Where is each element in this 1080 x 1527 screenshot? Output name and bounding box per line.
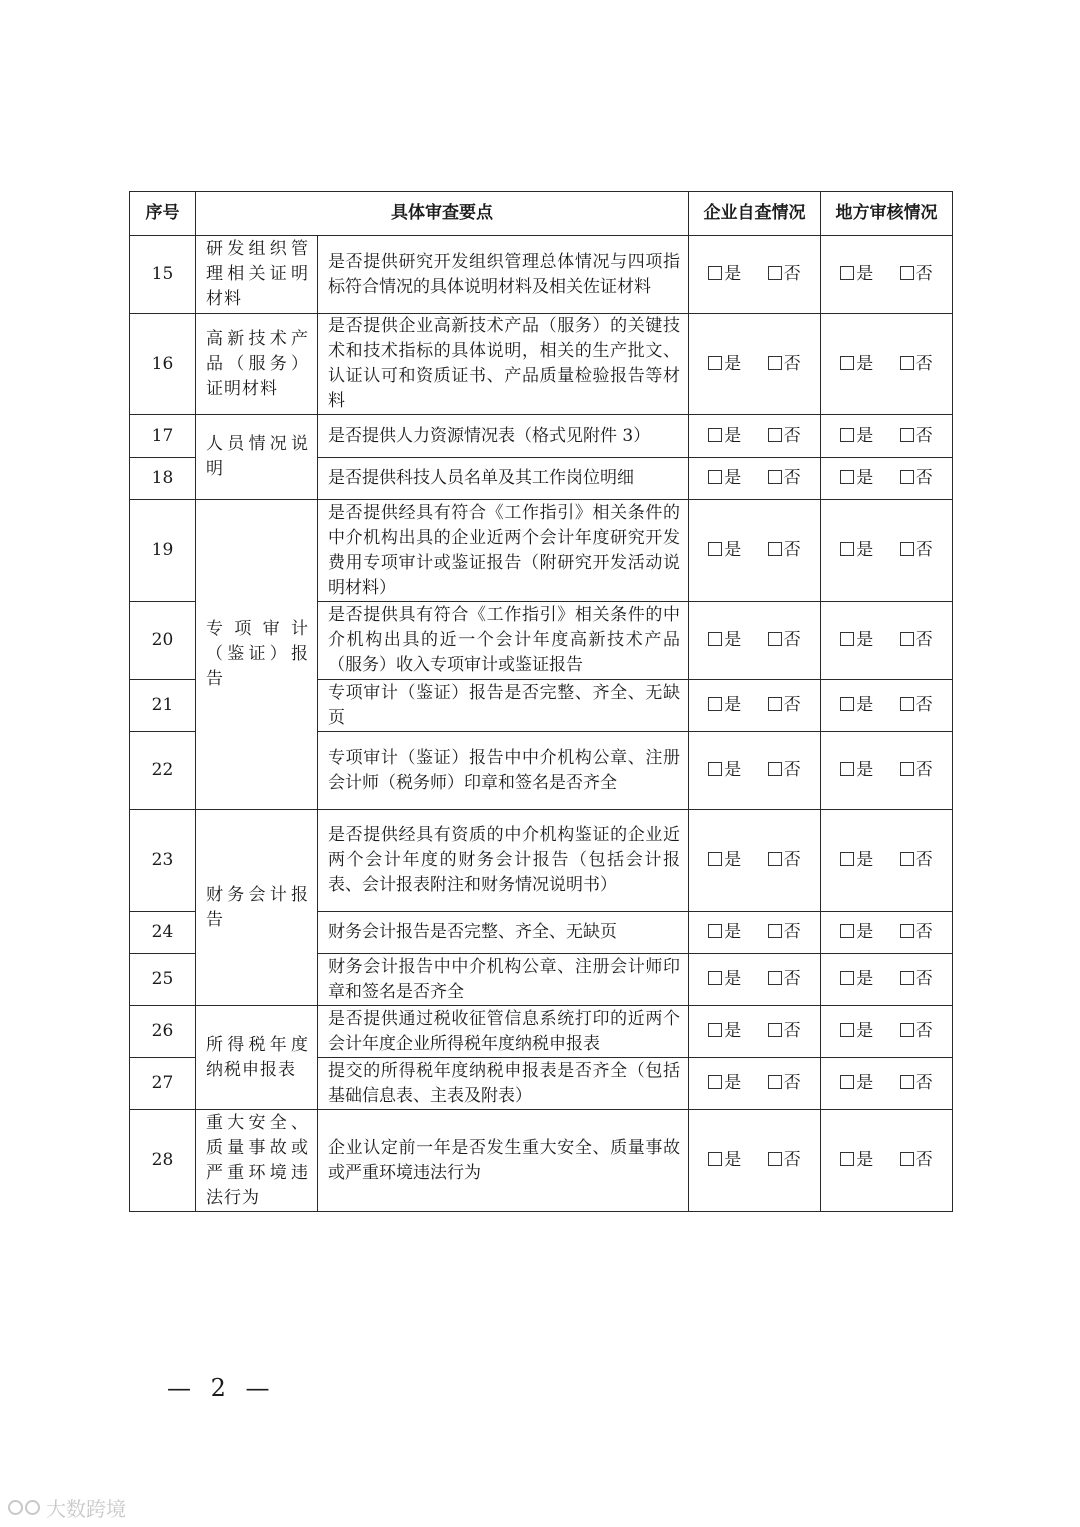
no-checkbox[interactable]: 否 (768, 758, 801, 783)
yes-checkbox[interactable]: 是 (840, 693, 873, 718)
yes-checkbox[interactable]: 是 (708, 262, 741, 287)
yes-checkbox[interactable]: 是 (708, 1148, 741, 1173)
no-checkbox[interactable]: 否 (900, 758, 933, 783)
header-local-review: 地方审核情况 (821, 192, 953, 236)
self-check-cell (689, 415, 821, 458)
description-cell: 提交的所得税年度纳税申报表是否齐全（包括基础信息表、主表及附表） (318, 1058, 689, 1110)
local-review-cell (821, 314, 953, 415)
yes-checkbox[interactable]: 是 (840, 466, 873, 491)
self-check-cell (689, 810, 821, 912)
row-number: 26 (130, 1006, 196, 1058)
self-check-cell (689, 602, 821, 680)
yes-checkbox[interactable]: 是 (708, 1019, 741, 1044)
description-cell: 是否提供经具有符合《工作指引》相关条件的中介机构出具的企业近两个会计年度研究开发费用专项审计或鉴证报告（附研究开发活动说明材料） (318, 500, 689, 602)
category-cell: 人员情况说明 (196, 415, 318, 500)
no-checkbox[interactable]: 否 (768, 424, 801, 449)
yes-checkbox[interactable]: 是 (708, 920, 741, 945)
yes-checkbox[interactable]: 是 (708, 352, 741, 377)
header-no: 序号 (130, 192, 196, 236)
description-cell: 是否提供经具有资质的中介机构鉴证的企业近两个会计年度的财务会计报告（包括会计报表、会计报表附注和财务情况说明书） (318, 810, 689, 912)
no-checkbox[interactable]: 否 (900, 967, 933, 992)
local-review-cell (821, 810, 953, 912)
yes-checkbox[interactable]: 是 (708, 466, 741, 491)
self-check-cell (689, 680, 821, 732)
local-review-cell (821, 912, 953, 954)
no-checkbox[interactable]: 否 (768, 967, 801, 992)
no-checkbox[interactable]: 否 (900, 352, 933, 377)
description-cell: 是否提供人力资源情况表（格式见附件 3） (318, 415, 689, 458)
local-review-cell (821, 732, 953, 810)
local-review-cell (821, 500, 953, 602)
no-checkbox[interactable]: 否 (900, 538, 933, 563)
self-check-cell (689, 1058, 821, 1110)
row-number: 28 (130, 1110, 196, 1212)
local-review-cell (821, 954, 953, 1006)
row-number: 27 (130, 1058, 196, 1110)
no-checkbox[interactable]: 否 (768, 920, 801, 945)
local-review-cell (821, 415, 953, 458)
yes-checkbox[interactable]: 是 (840, 352, 873, 377)
self-check-cell (689, 500, 821, 602)
no-checkbox[interactable]: 否 (900, 1071, 933, 1096)
yes-checkbox[interactable]: 是 (840, 967, 873, 992)
no-checkbox[interactable]: 否 (900, 628, 933, 653)
row-number: 18 (130, 458, 196, 500)
row-number: 22 (130, 732, 196, 810)
no-checkbox[interactable]: 否 (768, 1019, 801, 1044)
self-check-cell (689, 314, 821, 415)
yes-checkbox[interactable]: 是 (840, 1148, 873, 1173)
category-cell: 所得税年度纳税申报表 (196, 1006, 318, 1110)
category-cell: 高新技术产品（服务）证明材料 (196, 314, 318, 415)
no-checkbox[interactable]: 否 (768, 693, 801, 718)
yes-checkbox[interactable]: 是 (708, 538, 741, 563)
no-checkbox[interactable]: 否 (768, 538, 801, 563)
no-checkbox[interactable]: 否 (900, 424, 933, 449)
yes-checkbox[interactable]: 是 (708, 758, 741, 783)
self-check-cell (689, 458, 821, 500)
self-check-cell (689, 912, 821, 954)
table-row (130, 314, 953, 415)
self-check-cell (689, 236, 821, 314)
local-review-cell (821, 1058, 953, 1110)
table-row (130, 236, 953, 314)
category-cell: 专项审计（鉴证）报告 (196, 500, 318, 810)
no-checkbox[interactable]: 否 (900, 920, 933, 945)
description-cell: 是否提供企业高新技术产品（服务）的关键技术和技术指标的具体说明，相关的生产批文、认证认可和资质证书、产品质量检验报告等材料 (318, 314, 689, 415)
page-number: — 2 — (167, 1374, 276, 1402)
yes-checkbox[interactable]: 是 (840, 262, 873, 287)
description-cell: 专项审计（鉴证）报告是否完整、齐全、无缺页 (318, 680, 689, 732)
row-number: 20 (130, 602, 196, 680)
row-number: 25 (130, 954, 196, 1006)
row-number: 24 (130, 912, 196, 954)
local-review-cell (821, 1110, 953, 1212)
no-checkbox[interactable]: 否 (768, 1148, 801, 1173)
yes-checkbox[interactable]: 是 (708, 424, 741, 449)
table-row (130, 1006, 953, 1058)
description-cell: 是否提供通过税收征管信息系统打印的近两个会计年度企业所得税年度纳税申报表 (318, 1006, 689, 1058)
no-checkbox[interactable]: 否 (768, 628, 801, 653)
yes-checkbox[interactable]: 是 (840, 758, 873, 783)
yes-checkbox[interactable]: 是 (840, 1019, 873, 1044)
local-review-cell (821, 602, 953, 680)
no-checkbox[interactable]: 否 (768, 466, 801, 491)
yes-checkbox[interactable]: 是 (840, 628, 873, 653)
no-checkbox[interactable]: 否 (768, 848, 801, 873)
yes-checkbox[interactable]: 是 (840, 920, 873, 945)
description-cell: 是否提供研究开发组织管理总体情况与四项指标符合情况的具体说明材料及相关佐证材料 (318, 236, 689, 314)
yes-checkbox[interactable]: 是 (840, 848, 873, 873)
no-checkbox[interactable]: 否 (768, 352, 801, 377)
no-checkbox[interactable]: 否 (768, 1071, 801, 1096)
table-row (130, 415, 953, 458)
header-point: 具体审查要点 (196, 192, 689, 236)
description-cell: 是否提供科技人员名单及其工作岗位明细 (318, 458, 689, 500)
no-checkbox[interactable]: 否 (900, 693, 933, 718)
yes-checkbox[interactable]: 是 (840, 424, 873, 449)
no-checkbox[interactable]: 否 (900, 262, 933, 287)
review-table (129, 191, 953, 1212)
yes-checkbox[interactable]: 是 (840, 1071, 873, 1096)
local-review-cell (821, 1006, 953, 1058)
yes-checkbox[interactable]: 是 (708, 628, 741, 653)
yes-checkbox[interactable]: 是 (708, 967, 741, 992)
row-number: 16 (130, 314, 196, 415)
self-check-cell (689, 954, 821, 1006)
local-review-cell (821, 458, 953, 500)
no-checkbox[interactable]: 否 (900, 1019, 933, 1044)
no-checkbox[interactable]: 否 (900, 1148, 933, 1173)
local-review-cell (821, 680, 953, 732)
self-check-cell (689, 1006, 821, 1058)
no-checkbox[interactable]: 否 (900, 848, 933, 873)
no-checkbox[interactable]: 否 (900, 466, 933, 491)
row-number: 23 (130, 810, 196, 912)
local-review-cell (821, 236, 953, 314)
description-cell: 企业认定前一年是否发生重大安全、质量事故或严重环境违法行为 (318, 1110, 689, 1212)
table-row (130, 1110, 953, 1212)
description-cell: 是否提供具有符合《工作指引》相关条件的中介机构出具的近一个会计年度高新技术产品（服务）收入专项审计或鉴证报告 (318, 602, 689, 680)
yes-checkbox[interactable]: 是 (708, 1071, 741, 1096)
description-cell: 财务会计报告中中介机构公章、注册会计师印章和签名是否齐全 (318, 954, 689, 1006)
yes-checkbox[interactable]: 是 (708, 848, 741, 873)
yes-checkbox[interactable]: 是 (840, 538, 873, 563)
description-cell: 专项审计（鉴证）报告中中介机构公章、注册会计师（税务师）印章和签名是否齐全 (318, 732, 689, 810)
category-cell: 财务会计报告 (196, 810, 318, 1006)
description-cell: 财务会计报告是否完整、齐全、无缺页 (318, 912, 689, 954)
watermark (8, 1493, 126, 1522)
header-row (130, 192, 953, 236)
table-row (130, 810, 953, 912)
row-number: 15 (130, 236, 196, 314)
header-self-check: 企业自查情况 (689, 192, 821, 236)
yes-checkbox[interactable]: 是 (708, 693, 741, 718)
no-checkbox[interactable]: 否 (768, 262, 801, 287)
row-number: 21 (130, 680, 196, 732)
watermark-text: 大数跨境 (46, 1497, 126, 1521)
row-number: 17 (130, 415, 196, 458)
self-check-cell (689, 1110, 821, 1212)
row-number: 19 (130, 500, 196, 602)
category-cell: 重大安全、质量事故或严重环境违法行为 (196, 1110, 318, 1212)
table-row (130, 500, 953, 602)
self-check-cell (689, 732, 821, 810)
watermark-logo-icon (8, 1500, 40, 1515)
category-cell: 研发组织管理相关证明材料 (196, 236, 318, 314)
